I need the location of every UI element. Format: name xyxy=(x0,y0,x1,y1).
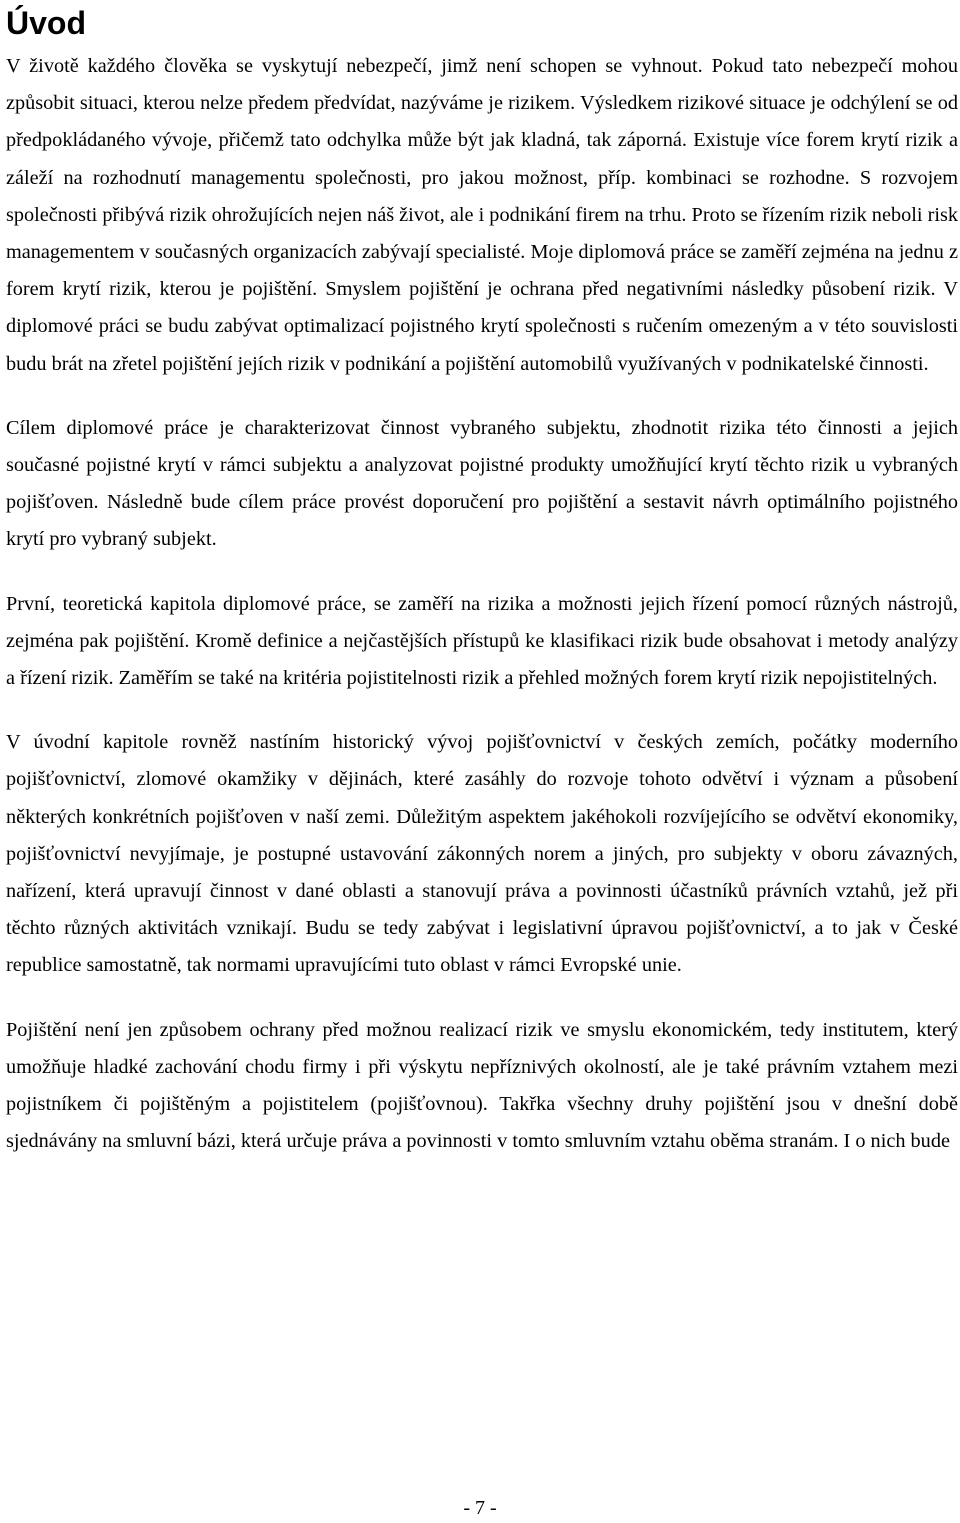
document-page xyxy=(6,0,958,1523)
paragraph-insurance-relationship: Pojištění není jen způsobem ochrany před možnou realizací rizik ve smyslu ekonomickém, tedy institutem, který umožňuje hladké zachování chodu firmy i při výskytu nepříznivých okolností, ale je také právním vztahem mezi pojistníkem či pojištěným a pojistitelem (pojišťovnou). Takřka všechny druhy pojištění jsou v dnešní době sjednávány na smluvní bázi, která určuje práva a povinnosti v tomto smluvním vztahu oběma stranám. I o nich bude xyxy=(6,1018,958,1153)
paragraph-introduction: V životě každého člověka se vyskytují nebezpečí, jimž není schopen se vyhnout. Pokud tato nebezpečí mohou způsobit situaci, kterou nelze předem předvídat, nazýváme je rizikem. Výsledkem rizikové situace je odchýlení se od předpokládaného vývoje, přičemž tato odchylka může být jak kladná, tak záporná. Existuje více forem krytí rizik a záleží na rozhodnutí managementu společnosti, pro jakou možnost, příp. kombinaci se rozhodne. S rozvojem společnosti přibývá rizik ohrožujících nejen náš život, ale i podnikání firem na trhu. Proto se řízením rizik neboli risk managementem v současných organizacích zabývají specialisté. Moje diplomová práce se zaměří zejména na jednu z forem krytí rizik, kterou je pojištění. Smyslem pojištění je ochrana před negativními následky působení rizik. V diplomové práci se budu zabývat optimalizací pojistného krytí společnosti s ručením omezeným a v této souvislosti budu brát na zřetel pojištění jejích rizik v podnikání a pojištění automobilů využívaných v podnikatelské činnosti. xyxy=(6,55,958,375)
paragraph-goal: Cílem diplomové práce je charakterizovat činnost vybraného subjektu, zhodnotit rizika této činnosti a jejich současné pojistné krytí v rámci subjektu a analyzovat pojistné produkty umožňující krytí těchto rizik u vybraných pojišťoven. Následně bude cílem práce provést doporučení pro pojištění a sestavit návrh optimálního pojistného krytí pro vybraný subjekt. xyxy=(6,416,958,551)
page-title: Úvod xyxy=(6,5,86,41)
paragraph-history: V úvodní kapitole rovněž nastíním historický vývoj pojišťovnictví v českých zemích, počátky moderního pojišťovnictví, zlomové okamžiky v dějinách, které zasáhly do rozvoje tohoto odvětví i význam a působení některých konkrétních pojišťoven v naší zemi. Důležitým aspektem jakéhokoli rozvíjejícího se odvětví ekonomiky, pojišťovnictví nevyjímaje, je postupné ustavování zákonných norem a jiných, pro subjekty v oboru závazných, nařízení, která upravují činnost v dané oblasti a stanovují práva a povinnosti účastníků právních vztahů, jež při těchto různých aktivitách vznikají. Budu se tedy zabývat i legislativní úpravou pojišťovnictví, a to jak v České republice samostatně, tak normami upravujícími tuto oblast v rámci Evropské unie. xyxy=(6,731,958,977)
page-number: - 7 - xyxy=(463,1497,497,1519)
paragraph-first-chapter: První, teoretická kapitola diplomové práce, se zaměří na rizika a možnosti jejich řízení pomocí různých nástrojů, zejména pak pojištění. Kromě definice a nejčastějších přístupů ke klasifikaci rizik bude obsahovat i metody analýzy a řízení rizik. Zaměřím se také na kritéria pojistitelnosti rizik a přehled možných forem krytí rizik nepojistitelných. xyxy=(6,592,958,690)
